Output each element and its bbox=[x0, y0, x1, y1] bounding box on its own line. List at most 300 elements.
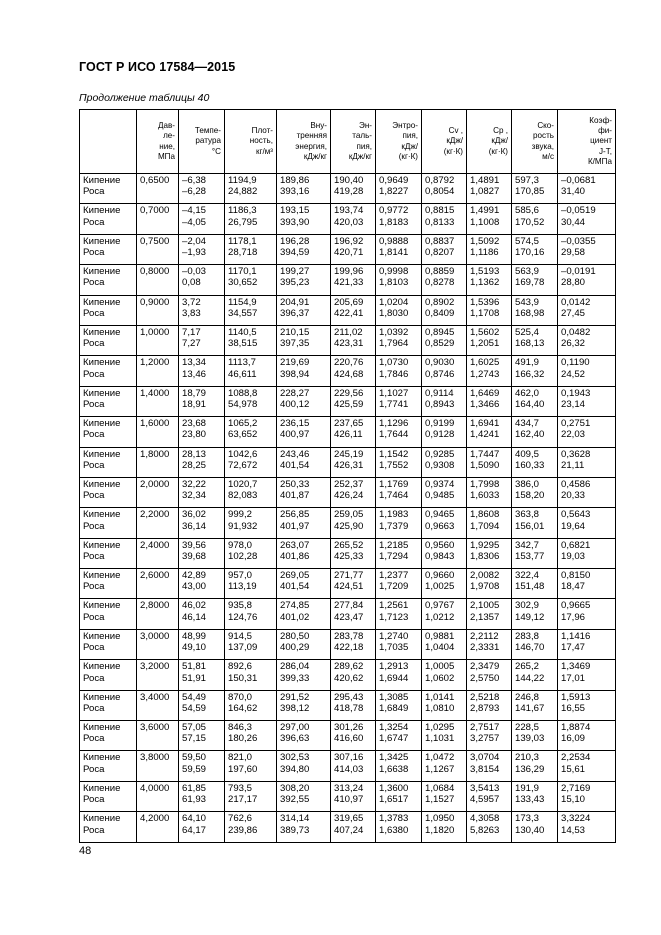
table-row bbox=[80, 204, 616, 234]
cell-line: 1,1708 bbox=[470, 307, 500, 319]
cell-line: 36,14 bbox=[182, 520, 207, 532]
cell-entropy bbox=[376, 599, 422, 629]
cell-line: 793,5 bbox=[228, 782, 253, 794]
cell-line: 19,03 bbox=[561, 550, 586, 562]
cell-line: 150,31 bbox=[228, 672, 258, 684]
header-line: м/с bbox=[542, 151, 554, 161]
cell-line: 283,78 bbox=[334, 630, 364, 642]
cell-line: Роса bbox=[83, 520, 105, 532]
cell-internal-energy bbox=[277, 234, 331, 264]
cell-line: 28,718 bbox=[228, 247, 258, 259]
cell-line: 1,3085 bbox=[379, 691, 409, 703]
cell-sound-speed bbox=[512, 599, 558, 629]
cell-temperature bbox=[179, 447, 225, 477]
header-sound-speed bbox=[512, 110, 558, 174]
cell-line: –0,0191 bbox=[561, 266, 596, 278]
cell-line: 525,4 bbox=[515, 326, 540, 338]
cell-line: Роса bbox=[83, 733, 105, 745]
cell-density bbox=[225, 477, 277, 507]
cell-sound-speed bbox=[512, 629, 558, 659]
cell-line: Роса bbox=[83, 368, 105, 380]
cell-cp bbox=[467, 660, 512, 690]
header-line: Ско- bbox=[537, 121, 554, 131]
cell-joule-thomson bbox=[558, 538, 616, 568]
cell-line: 1,1362 bbox=[470, 277, 500, 289]
cell-joule-thomson bbox=[558, 781, 616, 811]
cell-line: 393,16 bbox=[280, 186, 310, 198]
cell-line: 1,1031 bbox=[425, 733, 455, 745]
table-row bbox=[80, 599, 616, 629]
cell-line: 219,69 bbox=[280, 357, 310, 369]
cell-line: 64,10 bbox=[182, 813, 207, 825]
cell-entropy bbox=[376, 812, 422, 842]
cell-entropy bbox=[376, 417, 422, 447]
cell-entropy bbox=[376, 508, 422, 538]
cell-joule-thomson bbox=[558, 204, 616, 234]
cell-line: 271,77 bbox=[334, 570, 364, 582]
header-temperature bbox=[179, 110, 225, 174]
cell-line: 398,12 bbox=[280, 702, 310, 714]
cell-line: Роса bbox=[83, 581, 105, 593]
cell-line: 395,23 bbox=[280, 277, 310, 289]
cell-line: 158,20 bbox=[515, 490, 545, 502]
table-row bbox=[80, 751, 616, 781]
cell-line: Роса bbox=[83, 763, 105, 775]
cell-pressure: 3,6000 bbox=[137, 721, 179, 751]
cell-internal-energy bbox=[277, 325, 331, 355]
cell-temperature bbox=[179, 751, 225, 781]
cell-line: 0,9128 bbox=[425, 429, 455, 441]
cell-line: 2,1357 bbox=[470, 611, 500, 623]
cell-line: 0,1190 bbox=[561, 357, 590, 369]
cell-line: 1,1416 bbox=[561, 630, 591, 642]
cell-state bbox=[80, 781, 137, 811]
cell-temperature bbox=[179, 508, 225, 538]
cell-line: 3,2757 bbox=[470, 733, 500, 745]
cell-line: 137,09 bbox=[228, 642, 258, 654]
cell-line: 291,52 bbox=[280, 691, 310, 703]
cell-line: 401,87 bbox=[280, 490, 310, 502]
header-line: Энтро- bbox=[392, 121, 418, 131]
cell-pressure: 2,0000 bbox=[137, 477, 179, 507]
table-row bbox=[80, 690, 616, 720]
table-row bbox=[80, 386, 616, 416]
cell-cp bbox=[467, 477, 512, 507]
cell-line: Кипение bbox=[83, 175, 121, 186]
cell-line: Кипение bbox=[83, 418, 121, 430]
cell-line: 2,7517 bbox=[470, 722, 500, 734]
cell-line: 301,26 bbox=[334, 722, 364, 734]
cell-line: 0,9660 bbox=[425, 570, 455, 582]
table-body bbox=[80, 174, 616, 843]
cell-state bbox=[80, 569, 137, 599]
cell-line: 0,9843 bbox=[425, 550, 455, 562]
cell-line: 139,03 bbox=[515, 733, 545, 745]
cell-line: 1,0212 bbox=[425, 611, 455, 623]
table-row bbox=[80, 447, 616, 477]
cell-line: 1,0684 bbox=[425, 782, 455, 794]
cell-line: 28,80 bbox=[561, 277, 586, 289]
cell-line: 180,26 bbox=[228, 733, 258, 745]
cell-line: 1,3254 bbox=[379, 722, 409, 734]
cell-line: 322,4 bbox=[515, 570, 540, 582]
header-entropy bbox=[376, 110, 422, 174]
header-line: Коэф- bbox=[589, 115, 612, 125]
header-line: кДж/кг bbox=[348, 151, 372, 161]
cell-line: 199,27 bbox=[280, 266, 310, 278]
cell-line: 2,8793 bbox=[470, 702, 500, 714]
cell-cv bbox=[422, 508, 467, 538]
cell-line: 1170,1 bbox=[228, 266, 257, 278]
cell-cv bbox=[422, 538, 467, 568]
cell-line: 196,92 bbox=[334, 235, 364, 247]
cell-line: 228,5 bbox=[515, 722, 540, 734]
cell-line: 422,41 bbox=[334, 307, 364, 319]
cell-line: Кипение bbox=[83, 509, 121, 521]
cell-line: 205,69 bbox=[334, 296, 364, 308]
cell-line: 2,3331 bbox=[470, 642, 500, 654]
header-line: энергия, bbox=[295, 141, 327, 151]
cell-line: 462,0 bbox=[515, 387, 540, 399]
cell-entropy bbox=[376, 629, 422, 659]
cell-internal-energy bbox=[277, 356, 331, 386]
cell-line: 1,6849 bbox=[379, 702, 409, 714]
cell-line: 63,652 bbox=[228, 429, 258, 441]
header-line: кДж/ bbox=[446, 136, 463, 146]
cell-line: 1,7294 bbox=[379, 550, 409, 562]
cell-line: –2,04 bbox=[182, 235, 207, 247]
cell-temperature bbox=[179, 812, 225, 842]
cell-line: 319,65 bbox=[334, 813, 364, 825]
cell-line: –1,93 bbox=[182, 247, 207, 259]
cell-line: 0,9030 bbox=[425, 357, 455, 369]
cell-line: 124,76 bbox=[228, 611, 258, 623]
cell-line: Кипение bbox=[83, 752, 121, 764]
cell-line: 423,31 bbox=[334, 338, 364, 350]
cell-joule-thomson bbox=[558, 629, 616, 659]
cell-line: 2,5218 bbox=[470, 691, 500, 703]
cell-line: 24,882 bbox=[228, 186, 258, 198]
cell-line: 0,8529 bbox=[425, 338, 455, 350]
cell-temperature bbox=[179, 781, 225, 811]
cell-pressure: 4,0000 bbox=[137, 781, 179, 811]
cell-entropy bbox=[376, 356, 422, 386]
cell-pressure: 0,7000 bbox=[137, 204, 179, 234]
cell-density bbox=[225, 386, 277, 416]
cell-cp bbox=[467, 174, 512, 204]
cell-enthalpy bbox=[331, 690, 376, 720]
cell-density bbox=[225, 234, 277, 264]
cell-internal-energy bbox=[277, 538, 331, 568]
cell-line: 2,1005 bbox=[470, 600, 500, 612]
header-line: МПа bbox=[157, 151, 175, 161]
cell-line: 0,8815 bbox=[425, 205, 455, 217]
cell-state bbox=[80, 325, 137, 355]
cell-line: 1,0602 bbox=[425, 672, 455, 684]
header-line: Плот- bbox=[251, 126, 273, 136]
cell-density bbox=[225, 781, 277, 811]
header-state bbox=[80, 110, 137, 174]
header-line: циент bbox=[590, 136, 612, 146]
cell-sound-speed bbox=[512, 477, 558, 507]
cell-line: 1,7379 bbox=[379, 520, 409, 532]
cell-line: 393,90 bbox=[280, 216, 310, 228]
cell-line: 204,91 bbox=[280, 296, 310, 308]
cell-line: 39,56 bbox=[182, 539, 207, 551]
cell-cv bbox=[422, 569, 467, 599]
cell-pressure: 3,8000 bbox=[137, 751, 179, 781]
cell-line: 4,3058 bbox=[470, 813, 500, 825]
cell-temperature bbox=[179, 174, 225, 204]
cell-line: 22,03 bbox=[561, 429, 586, 441]
cell-sound-speed bbox=[512, 508, 558, 538]
cell-line: 0,9114 bbox=[425, 387, 454, 399]
cell-line: 0,8945 bbox=[425, 326, 455, 338]
cell-line: 0,9663 bbox=[425, 520, 455, 532]
cell-line: 3,3224 bbox=[561, 813, 591, 825]
cell-line: 3,83 bbox=[182, 307, 201, 319]
cell-line: 1,1769 bbox=[379, 478, 409, 490]
cell-internal-energy bbox=[277, 174, 331, 204]
cell-line: 491,9 bbox=[515, 357, 540, 369]
cell-line: 597,3 bbox=[515, 175, 540, 186]
cell-line: 1,6638 bbox=[379, 763, 409, 775]
cell-line: 57,15 bbox=[182, 733, 207, 745]
cell-line: 1,4241 bbox=[470, 429, 500, 441]
cell-line: 1,0204 bbox=[379, 296, 409, 308]
cell-internal-energy bbox=[277, 477, 331, 507]
cell-line: 2,2534 bbox=[561, 752, 591, 764]
cell-line: 1194,9 bbox=[228, 175, 257, 186]
cell-line: 15,61 bbox=[561, 763, 586, 775]
cell-enthalpy bbox=[331, 569, 376, 599]
cell-density bbox=[225, 325, 277, 355]
cell-line: 27,45 bbox=[561, 307, 586, 319]
cell-line: 0,8278 bbox=[425, 277, 455, 289]
header-line: кДж/ bbox=[491, 136, 508, 146]
cell-line: 297,00 bbox=[280, 722, 310, 734]
cell-line: 133,43 bbox=[515, 794, 545, 806]
cell-line: 51,81 bbox=[182, 661, 207, 673]
cell-line: 434,7 bbox=[515, 418, 540, 430]
cell-line: 1,7209 bbox=[379, 581, 409, 593]
cell-line: 394,59 bbox=[280, 247, 310, 259]
cell-state bbox=[80, 477, 137, 507]
cell-line: 13,46 bbox=[182, 368, 207, 380]
cell-joule-thomson bbox=[558, 295, 616, 325]
cell-line: 1,0810 bbox=[425, 702, 455, 714]
cell-line: 1,3425 bbox=[379, 752, 409, 764]
cell-line: 0,8746 bbox=[425, 368, 455, 380]
cell-line: 229,56 bbox=[334, 387, 364, 399]
cell-sound-speed bbox=[512, 417, 558, 447]
cell-line: 1,8141 bbox=[379, 247, 409, 259]
cell-line: 245,19 bbox=[334, 448, 364, 460]
cell-line: 61,85 bbox=[182, 782, 207, 794]
cell-line: 151,48 bbox=[515, 581, 545, 593]
cell-line: 29,58 bbox=[561, 247, 586, 259]
header-line: кДж/ bbox=[401, 141, 418, 151]
cell-line: 302,53 bbox=[280, 752, 310, 764]
cell-enthalpy bbox=[331, 599, 376, 629]
cell-line: 821,0 bbox=[228, 752, 253, 764]
cell-line: 870,0 bbox=[228, 691, 253, 703]
cell-line: Кипение bbox=[83, 235, 121, 247]
cell-line: 170,85 bbox=[515, 186, 545, 198]
cell-line: 1186,3 bbox=[228, 205, 257, 217]
cell-line: 409,5 bbox=[515, 448, 540, 460]
cell-temperature bbox=[179, 325, 225, 355]
cell-line: Роса bbox=[83, 490, 105, 502]
cell-line: 1,1267 bbox=[425, 763, 455, 775]
cell-state bbox=[80, 751, 137, 781]
cell-line: 1,5193 bbox=[470, 266, 500, 278]
cell-line: 38,515 bbox=[228, 338, 258, 350]
cell-line: 1178,1 bbox=[228, 235, 257, 247]
header-line: (кг·К) bbox=[398, 151, 418, 161]
cell-cp bbox=[467, 690, 512, 720]
cell-density bbox=[225, 660, 277, 690]
table-row bbox=[80, 174, 616, 204]
cell-internal-energy bbox=[277, 599, 331, 629]
cell-line: 1,5602 bbox=[470, 326, 500, 338]
cell-line: 259,05 bbox=[334, 509, 364, 521]
cell-density bbox=[225, 204, 277, 234]
cell-line: 1,2740 bbox=[379, 630, 409, 642]
cell-line: 0,6821 bbox=[561, 539, 591, 551]
cell-line: 1,7035 bbox=[379, 642, 409, 654]
cell-internal-energy bbox=[277, 781, 331, 811]
cell-line: 1,7741 bbox=[379, 399, 409, 411]
cell-line: 0,8409 bbox=[425, 307, 455, 319]
cell-enthalpy bbox=[331, 417, 376, 447]
cell-line: Роса bbox=[83, 794, 105, 806]
cell-line: 389,73 bbox=[280, 824, 310, 836]
cell-line: 46,611 bbox=[228, 368, 257, 380]
cell-internal-energy bbox=[277, 629, 331, 659]
cell-line: 2,0082 bbox=[470, 570, 500, 582]
cell-joule-thomson bbox=[558, 417, 616, 447]
cell-cv bbox=[422, 477, 467, 507]
cell-sound-speed bbox=[512, 569, 558, 599]
cell-internal-energy bbox=[277, 265, 331, 295]
cell-line: 1,7846 bbox=[379, 368, 409, 380]
cell-pressure: 1,6000 bbox=[137, 417, 179, 447]
cell-line: 3,0704 bbox=[470, 752, 500, 764]
cell-line: 1,9708 bbox=[470, 581, 500, 593]
cell-line: 1,0730 bbox=[379, 357, 409, 369]
cell-cp bbox=[467, 417, 512, 447]
cell-line: 28,25 bbox=[182, 459, 207, 471]
table-row bbox=[80, 508, 616, 538]
cell-cv bbox=[422, 751, 467, 781]
header-line: Cv , bbox=[448, 126, 463, 136]
cell-line: 1042,6 bbox=[228, 448, 258, 460]
cell-line: 18,91 bbox=[182, 399, 207, 411]
cell-line: 0,9888 bbox=[379, 235, 409, 247]
header-line: ние, bbox=[159, 141, 175, 151]
cell-density bbox=[225, 538, 277, 568]
cell-sound-speed bbox=[512, 447, 558, 477]
cell-line: 196,28 bbox=[280, 235, 310, 247]
cell-line: 20,33 bbox=[561, 490, 586, 502]
cell-line: 1113,7 bbox=[228, 357, 256, 369]
cell-temperature bbox=[179, 538, 225, 568]
cell-line: Кипение bbox=[83, 722, 121, 734]
cell-line: 400,12 bbox=[280, 399, 310, 411]
table-caption: Продолжение таблицы 40 bbox=[79, 92, 210, 104]
cell-pressure: 1,2000 bbox=[137, 356, 179, 386]
cell-line: 160,33 bbox=[515, 459, 545, 471]
cell-line: 189,86 bbox=[280, 175, 310, 186]
cell-state bbox=[80, 721, 137, 751]
cell-line: 72,672 bbox=[228, 459, 258, 471]
cell-temperature bbox=[179, 599, 225, 629]
cell-line: 31,40 bbox=[561, 186, 586, 198]
cell-line: 423,47 bbox=[334, 611, 364, 623]
cell-cv bbox=[422, 204, 467, 234]
cell-line: 3,8154 bbox=[470, 763, 500, 775]
cell-pressure: 2,4000 bbox=[137, 538, 179, 568]
cell-joule-thomson bbox=[558, 477, 616, 507]
cell-density bbox=[225, 812, 277, 842]
cell-entropy bbox=[376, 265, 422, 295]
cell-state bbox=[80, 629, 137, 659]
cell-line: 0,8837 bbox=[425, 235, 455, 247]
cell-line: 0,9199 bbox=[425, 418, 455, 430]
cell-line: 0,8150 bbox=[561, 570, 591, 582]
cell-enthalpy bbox=[331, 660, 376, 690]
cell-enthalpy bbox=[331, 265, 376, 295]
cell-enthalpy bbox=[331, 174, 376, 204]
cell-line: –6,38 bbox=[182, 175, 207, 186]
header-line: кДж/кг bbox=[303, 151, 327, 161]
table-row bbox=[80, 477, 616, 507]
cell-line: 1,5913 bbox=[561, 691, 591, 703]
cell-line: 1,0472 bbox=[425, 752, 455, 764]
cell-line: –0,03 bbox=[182, 266, 207, 278]
cell-line: 396,37 bbox=[280, 307, 310, 319]
cell-enthalpy bbox=[331, 721, 376, 751]
cell-line: 153,77 bbox=[515, 550, 545, 562]
cell-entropy bbox=[376, 386, 422, 416]
cell-cp bbox=[467, 751, 512, 781]
cell-entropy bbox=[376, 660, 422, 690]
cell-line: Кипение bbox=[83, 661, 121, 673]
cell-line: 237,65 bbox=[334, 418, 364, 430]
cell-density bbox=[225, 447, 277, 477]
cell-state bbox=[80, 599, 137, 629]
cell-density bbox=[225, 569, 277, 599]
cell-state bbox=[80, 690, 137, 720]
cell-line: 1,5090 bbox=[470, 459, 500, 471]
header-density bbox=[225, 110, 277, 174]
cell-line: 978,0 bbox=[228, 539, 253, 551]
cell-cv bbox=[422, 325, 467, 355]
cell-line: 14,53 bbox=[561, 824, 586, 836]
header-joule-thomson bbox=[558, 110, 616, 174]
header-line: пия, bbox=[356, 141, 372, 151]
cell-pressure: 0,8000 bbox=[137, 265, 179, 295]
cell-pressure: 3,0000 bbox=[137, 629, 179, 659]
cell-line: 239,86 bbox=[228, 824, 258, 836]
cell-line: 892,6 bbox=[228, 661, 253, 673]
cell-line: 426,31 bbox=[334, 459, 364, 471]
cell-entropy bbox=[376, 781, 422, 811]
cell-line: 217,17 bbox=[228, 794, 258, 806]
cell-line: 0,8902 bbox=[425, 296, 455, 308]
cell-line: Роса bbox=[83, 216, 105, 228]
